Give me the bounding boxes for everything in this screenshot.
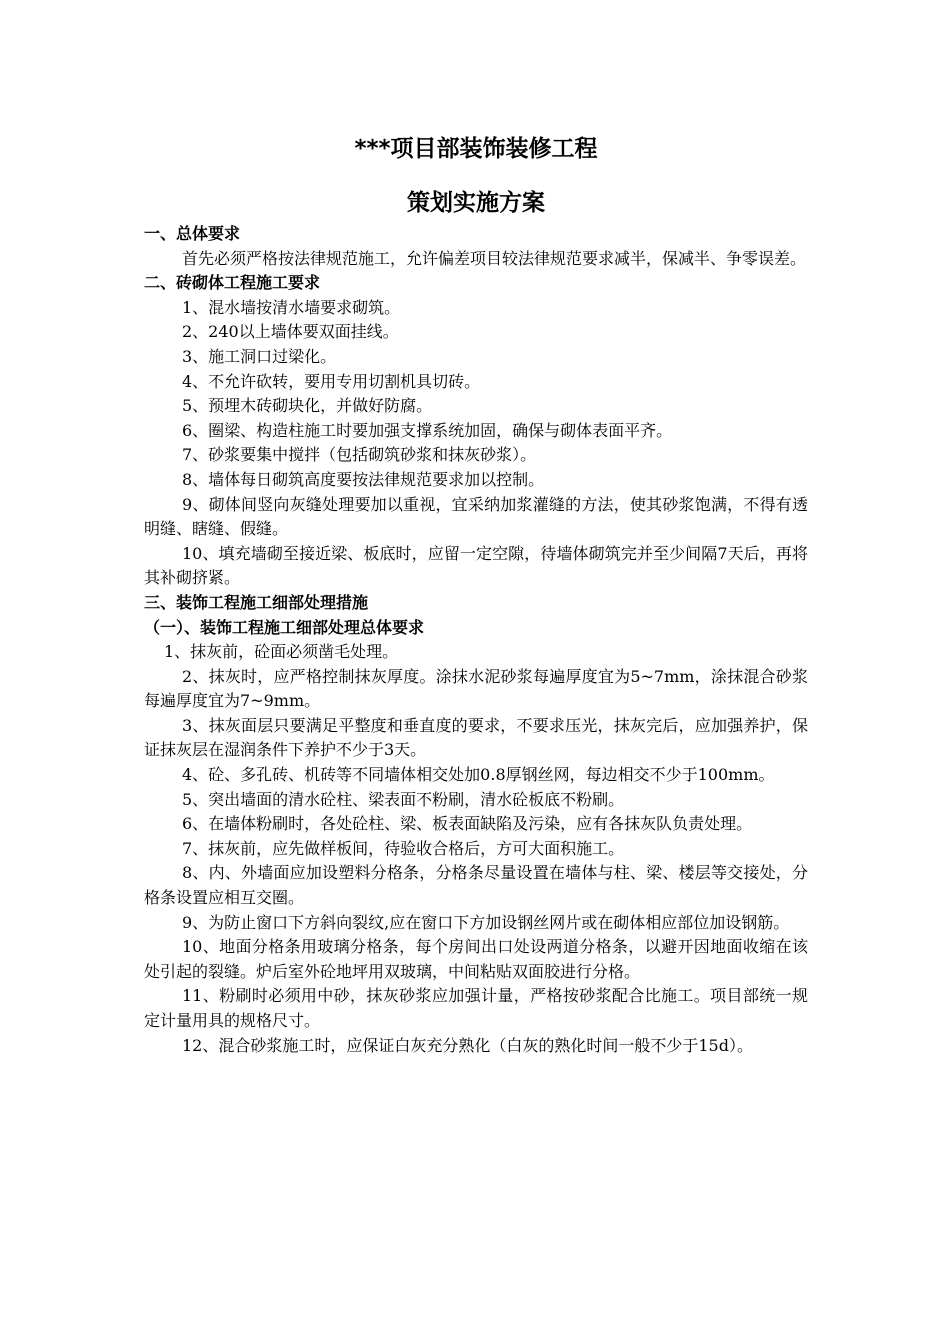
document-title: ***项目部装饰装修工程 [354, 136, 598, 162]
list-item: 11、粉刷时必须用中砂，抹灰砂浆应加强计量，严格按砂浆配合比施工。项目部统一规定计量用具的规格尺寸。 [144, 986, 808, 1030]
list-item: 5、预埋木砖砌块化，并做好防腐。 [182, 396, 433, 416]
section-heading-decoration: 三、装饰工程施工细部处理措施 [144, 592, 369, 612]
list-item: 5、突出墙面的清水砼柱、梁表面不粉刷，清水砼板底不粉刷。 [182, 789, 625, 809]
section-heading-masonry: 二、砖砌体工程施工要求 [144, 273, 321, 293]
list-item: 8、内、外墙面应加设塑料分格条，分格条尽量设置在墙体与柱、梁、楼层等交接处，分格条设置应相互交圈。 [144, 863, 808, 908]
list-item: 1、抹灰前，砼面必须凿毛处理。 [164, 642, 399, 662]
list-item: 8、墙体每日砌筑高度要按法律规范要求加以控制。 [182, 469, 545, 489]
list-item: 12、混合砂浆施工时，应保证白灰充分熟化（白灰的熟化时间一般不少于15d）。 [182, 1035, 753, 1055]
list-item: 9、为防止窗口下方斜向裂纹,应在窗口下方加设钢丝网片或在砌体相应部位加设钢筋。 [182, 912, 790, 932]
subsection-heading: （一）、装饰工程施工细部处理总体要求 [144, 617, 425, 637]
list-item: 1、混水墙按清水墙要求砌筑。 [182, 297, 401, 317]
list-item: 10、填充墙砌至接近梁、板底时，应留一定空隙，待墙体砌筑完并至少间隔7天后，再将其补砌挤紧。 [144, 543, 808, 588]
list-item: 6、圈梁、构造柱施工时要加强支撑系统加固，确保与砌体表面平齐。 [182, 420, 673, 440]
section-heading-general: 一、总体要求 [144, 224, 241, 243]
list-item: 3、抹灰面层只要满足平整度和垂直度的要求，不要求压光，抹灰完后，应加强养护，保证抹灰层在湿润条件下养护不少于3天。 [144, 715, 808, 760]
list-item: 4、砼、多孔砖、机砖等不同墙体相交处加0.8厚钢丝网，每边相交不少于100mm。 [182, 765, 775, 785]
list-item: 3、施工洞口过梁化。 [182, 346, 337, 366]
list-item: 9、砌体间竖向灰缝处理要加以重视，宜采纳加浆灌缝的方法，使其砂浆饱满，不得有透明缝、瞎缝、假缝。 [144, 494, 808, 539]
paragraph: 首先必须严格按法律规范施工，允许偏差项目较法律规范要求减半，保减半、争零误差。 [182, 248, 807, 268]
list-item: 2、240以上墙体要双面挂线。 [182, 322, 399, 342]
list-item: 10、地面分格条用玻璃分格条，每个房间出口处设两道分格条，以避开因地面收缩在该处引起的裂缝。炉后室外砼地坪用双玻璃，中间粘贴双面胶进行分格。 [144, 937, 808, 981]
document-page [144, 128, 808, 1058]
list-item: 2、抹灰时，应严格控制抹灰厚度。涂抹水泥砂浆每遍厚度宜为5~7mm，涂抹混合砂浆每遍厚度宜为7~9mm。 [144, 666, 808, 711]
document-subtitle: 策划实施方案 [407, 190, 545, 216]
list-item: 6、在墙体粉刷时，各处砼柱、梁、板表面缺陷及污染，应有各抹灰队负责处理。 [182, 814, 753, 834]
list-item: 7、抹灰前，应先做样板间，待验收合格后，方可大面积施工。 [182, 838, 625, 858]
list-item: 7、砂浆要集中搅拌（包括砌筑砂浆和抹灰砂浆）。 [182, 445, 537, 465]
list-item: 4、不允许砍转，要用专用切割机具切砖。 [182, 371, 481, 391]
